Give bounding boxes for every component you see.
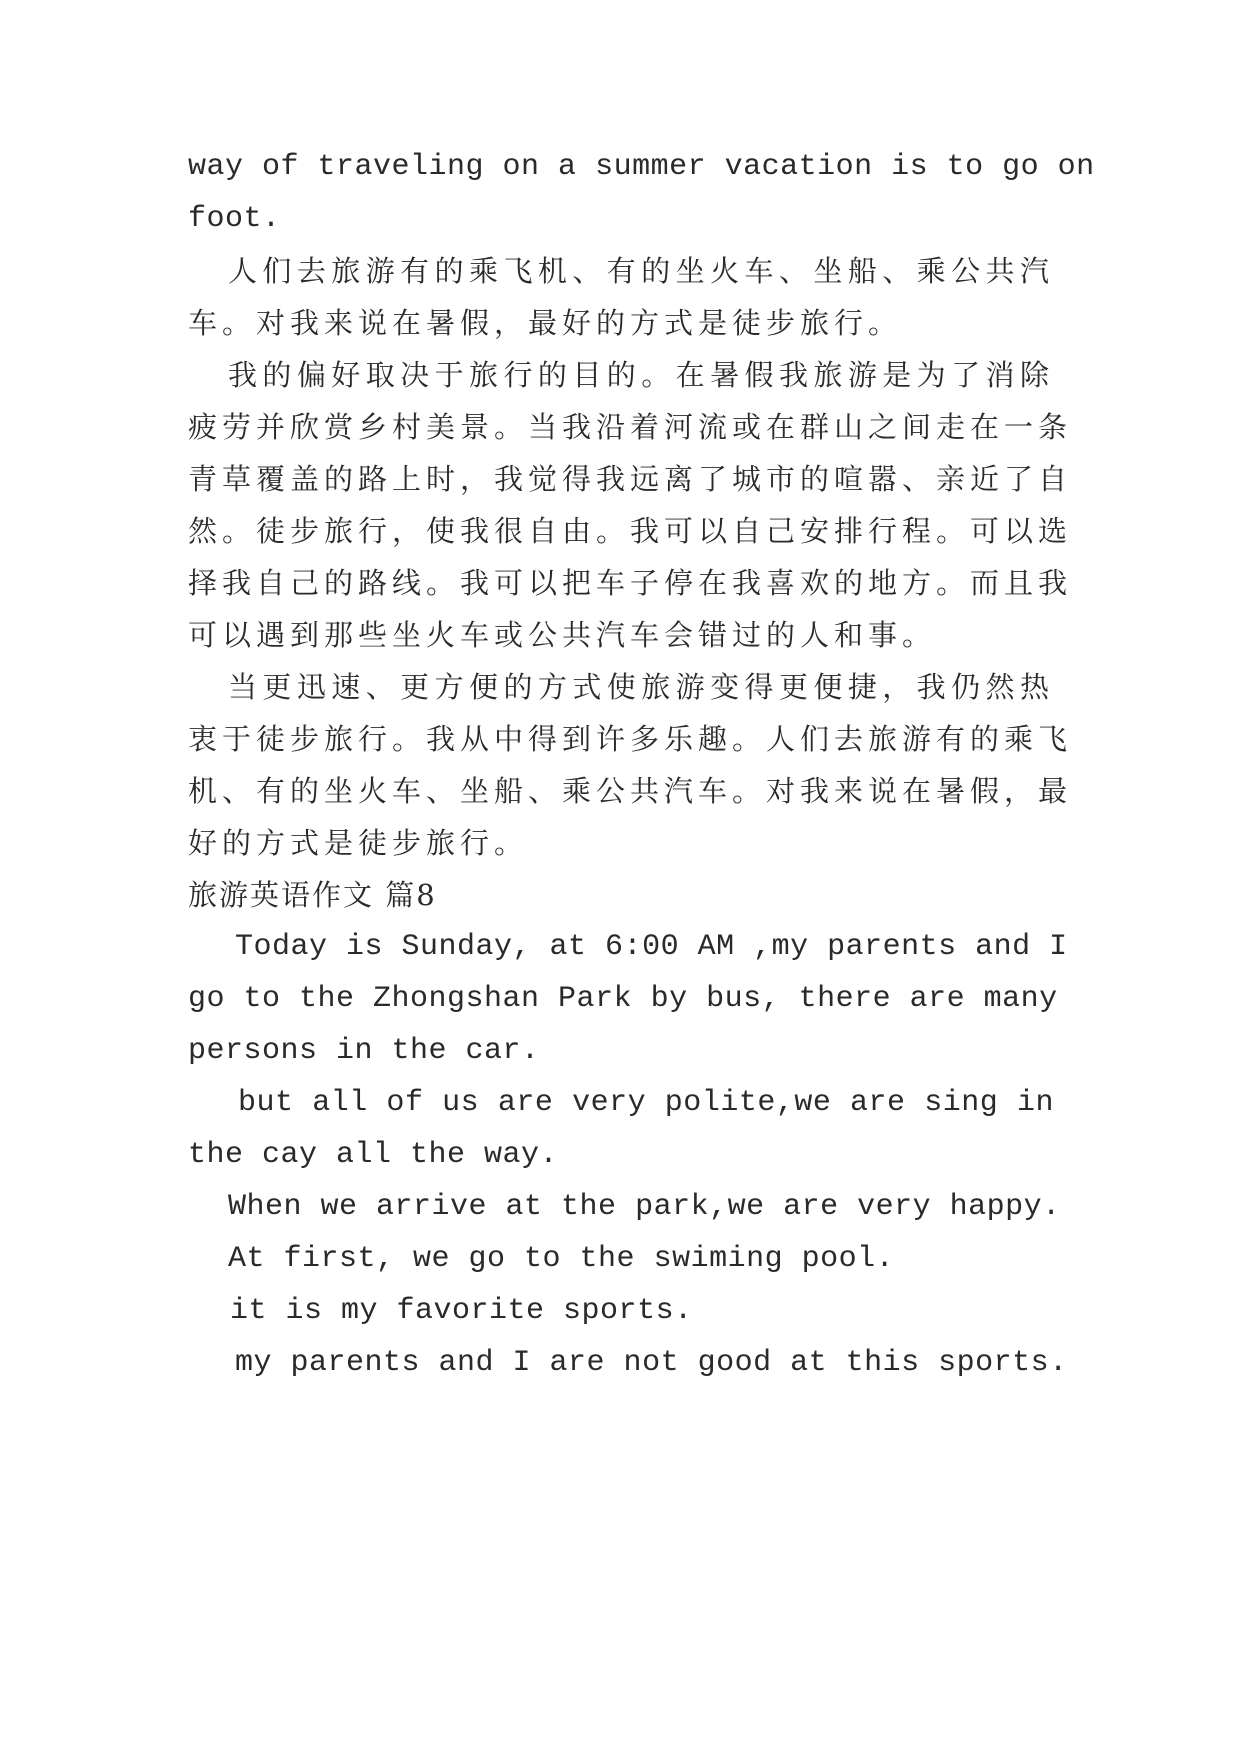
text-line: At first, we go to the swiming pool. (228, 1242, 895, 1276)
text-line: way of traveling on a summer vacation is to go on (188, 150, 1095, 184)
text-line: 好的方式是徒步旅行。 (188, 826, 529, 860)
text-line: my parents and I are not good at this sports. (235, 1346, 1068, 1380)
text-line: 我的偏好取决于旅行的目的。在暑假我旅游是为了消除 (228, 358, 1054, 392)
text-line: but all of us are very polite,we are sing in (238, 1086, 1054, 1120)
text-line: 衷于徒步旅行。我从中得到许多乐趣。人们去旅游有的乘飞 (188, 722, 1073, 756)
text-line: 车。对我来说在暑假，最好的方式是徒步旅行。 (188, 306, 903, 340)
text-line: 然。徒步旅行，使我很自由。我可以自己安排行程。可以选 (188, 514, 1073, 548)
text-line: 人们去旅游有的乘飞机、有的坐火车、坐船、乘公共汽 (228, 254, 1054, 288)
section-heading: 旅游英语作文 篇8 (188, 878, 437, 912)
text-line: 青草覆盖的路上时，我觉得我远离了城市的喧嚣、亲近了自 (188, 462, 1073, 496)
text-line: Today is Sunday, at 6:00 AM ,my parents and I (235, 930, 1068, 964)
text-line: 机、有的坐火车、坐船、乘公共汽车。对我来说在暑假，最 (188, 774, 1073, 808)
text-line: the cay all the way. (188, 1138, 559, 1172)
text-line: it is my favorite sports. (230, 1294, 693, 1328)
text-line: 可以遇到那些坐火车或公共汽车会错过的人和事。 (188, 618, 937, 652)
text-line: 疲劳并欣赏乡村美景。当我沿着河流或在群山之间走在一条 (188, 410, 1073, 444)
text-line: persons in the car. (188, 1034, 540, 1068)
text-line: When we arrive at the park,we are very happy. (228, 1190, 1061, 1224)
text-line: 当更迅速、更方便的方式使旅游变得更便捷，我仍然热 (228, 670, 1054, 704)
text-line: foot. (188, 202, 281, 236)
text-line: 择我自己的路线。我可以把车子停在我喜欢的地方。而且我 (188, 566, 1073, 600)
text-line: go to the Zhongshan Park by bus, there are many (188, 982, 1058, 1016)
